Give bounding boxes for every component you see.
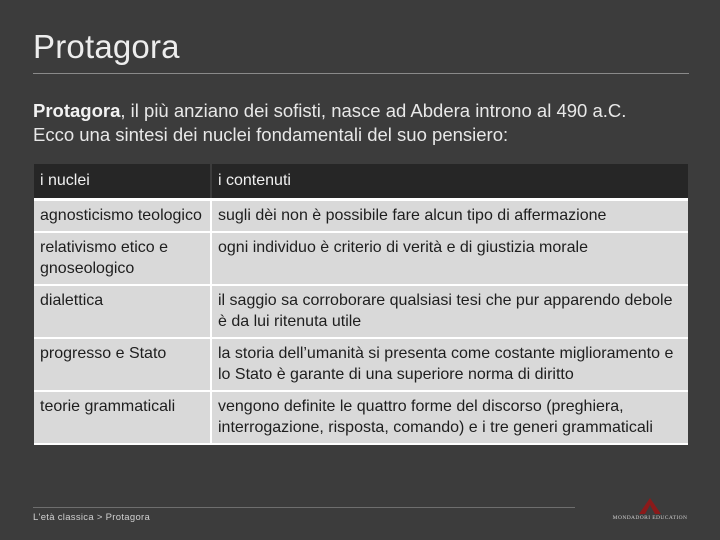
table-row: [34, 285, 688, 338]
footer-divider: [33, 507, 575, 508]
publisher-logo: [590, 498, 710, 526]
row-nucleo: progresso e Stato: [34, 338, 211, 391]
slide-title: Protagora: [33, 28, 180, 65]
table-row: [34, 232, 688, 285]
table-row: [34, 200, 688, 233]
intro-line1-rest: , il più anziano dei sofisti, nasce ad Abdera introno al 490 a.C.: [120, 100, 627, 121]
row-contenuto: ogni individuo è criterio di verità e di giustizia morale: [211, 232, 688, 285]
row-nucleo: agnosticismo teologico: [34, 200, 211, 233]
row-nucleo: dialettica: [34, 285, 211, 338]
intro-text: [33, 99, 703, 147]
breadcrumb: L'età classica > Protagora: [33, 512, 151, 523]
row-contenuto: la storia dell’umanità si presenta come costante miglioramento e lo Stato è garante di una superiore norma di diritto: [211, 338, 688, 391]
row-contenuto: sugli dèi non è possibile fare alcun tipo di affermazione: [211, 200, 688, 233]
row-contenuto: il saggio sa corroborare qualsiasi tesi che pur apparendo debole è da lui ritenuta utile: [211, 285, 688, 338]
intro-bold: Protagora: [33, 100, 121, 121]
mondadori-logo-icon: [639, 498, 661, 514]
row-nucleo: teorie grammaticali: [34, 391, 211, 444]
table-row: [34, 338, 688, 391]
row-contenuto: vengono definite le quattro forme del discorso (preghiera, interrogazione, risposta, comando) e i tre generi grammaticali: [211, 391, 688, 444]
table-header-row: [34, 164, 688, 200]
row-nucleo: relativismo etico e gnoseologico: [34, 232, 211, 285]
logo-text: MONDADORI EDUCATION: [612, 515, 688, 521]
nuclei-table: [34, 164, 688, 445]
header-nuclei: i nuclei: [34, 164, 211, 200]
header-contenuti: i contenuti: [211, 164, 688, 200]
title-divider: [33, 73, 689, 74]
table-row: [34, 391, 688, 444]
intro-line2: Ecco una sintesi dei nuclei fondamentali del suo pensiero:: [33, 124, 509, 145]
